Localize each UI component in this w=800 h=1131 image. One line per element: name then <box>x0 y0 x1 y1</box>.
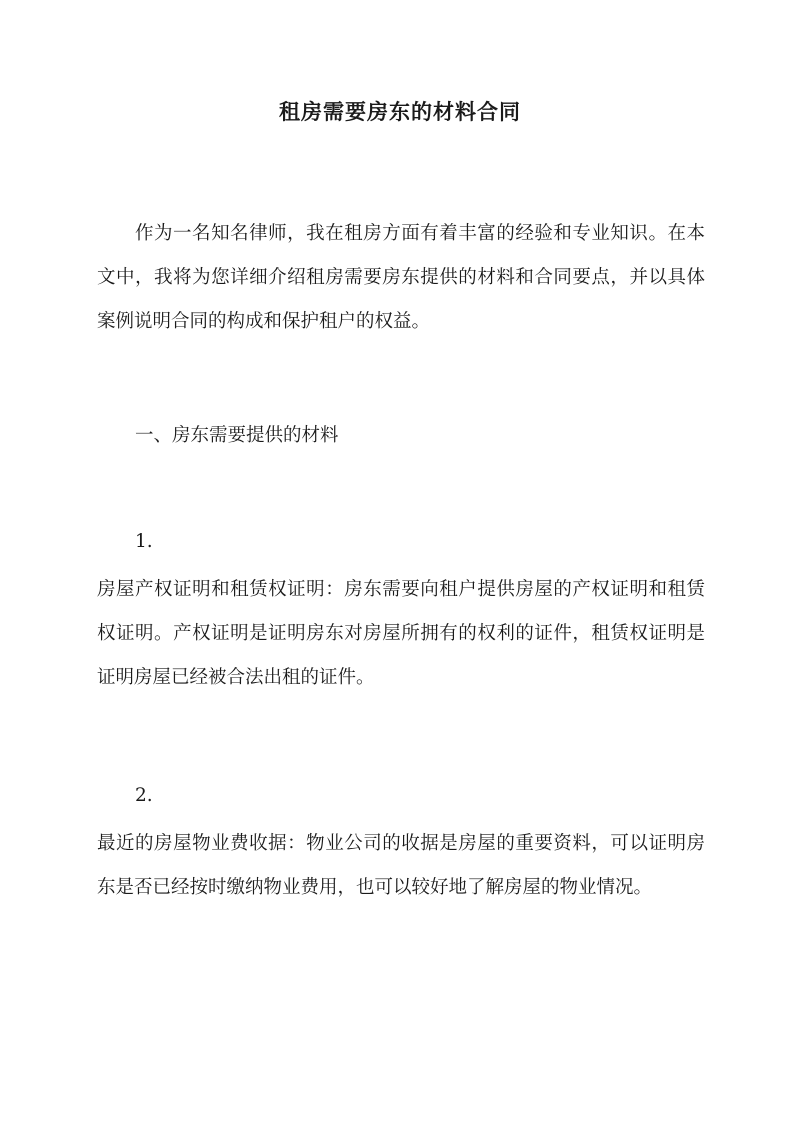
document-title: 租房需要房东的材料合同 <box>279 99 521 124</box>
item-number: 2. <box>135 785 153 806</box>
section-heading: 一、房东需要提供的材料 <box>135 425 339 446</box>
intro-paragraph: 作为一名知名律师，我在租房方面有着丰富的经验和专业知识。在本文中，我将为您详细介绍租房需要房东提供的材料和合同要点，并以具体案例说明合同的构成和保护租户的权益。 <box>97 223 705 332</box>
item-text: 最近的房屋物业费收据：物业公司的收据是房屋的重要资料，可以证明房东是否已经按时缴纳物业费用，也可以较好地了解房屋的物业情况。 <box>97 833 705 898</box>
item-text: 房屋产权证明和租赁权证明：房东需要向租户提供房屋的产权证明和租赁权证明。产权证明是证明房东对房屋所拥有的权利的证件，租赁权证明是证明房屋已经被合法出租的证件。 <box>97 579 705 688</box>
item-number: 1. <box>135 531 153 552</box>
